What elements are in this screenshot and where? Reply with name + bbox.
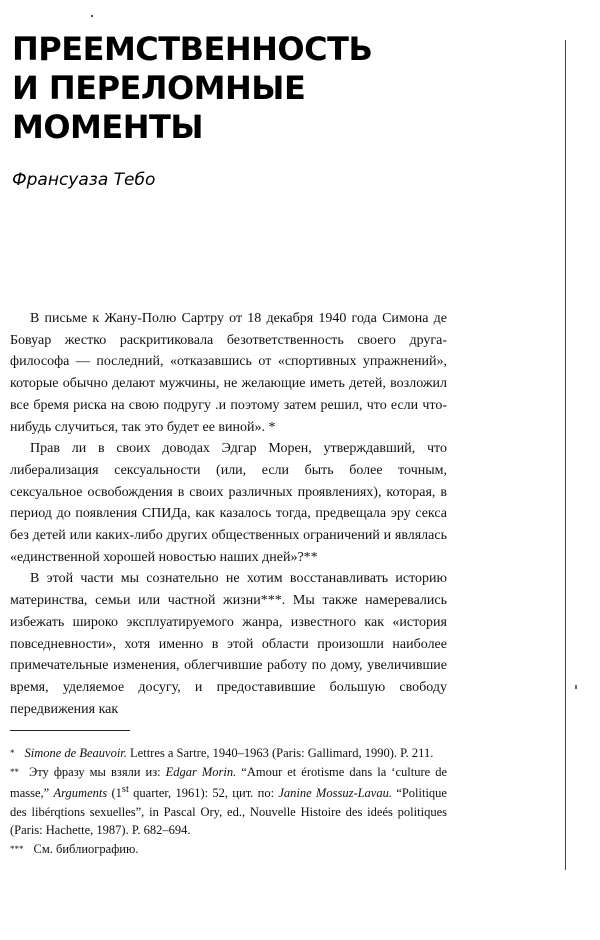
margin-tick xyxy=(575,685,577,689)
footnote-1 xyxy=(10,744,447,763)
footnote-2 xyxy=(10,763,447,840)
title-line: ПРЕЕМСТВЕННОСТЬ xyxy=(12,30,373,68)
footnotes xyxy=(10,744,447,858)
footnote-mark: * xyxy=(10,748,15,758)
footnote-text: quarter, 1961): 52, цит. по: xyxy=(128,786,279,801)
footnote-text: Lettres a Sartre, 1940–1963 (Paris: Gallimard, 1990). P. 211. xyxy=(126,746,434,760)
footnote-superscript: st xyxy=(121,784,129,795)
footnote-author: Janine Mossuz-Lavau. xyxy=(278,786,392,801)
paragraph: В письме к Жану-Полю Сартру от 18 декабря 1940 года Симона де Бовуар жестко раскритиковала безответственность своего друга-философа — последний, «отказавшись от «спортивных упражнений», которые обычно делают мужчины, не желающие иметь детей, возложил все бремя риска на свою подругу .и поэтому затем решил, что если что-нибудь случиться, так это будет ее виной». * xyxy=(10,311,447,435)
title-line: МОМЕНТЫ xyxy=(12,108,204,146)
speck-mark xyxy=(91,15,93,17)
footnote-text: См. библиографию. xyxy=(33,841,139,856)
footnote-3 xyxy=(10,840,447,859)
paragraph: Прав ли в своих доводах Эдгар Морен, утверждавший, что либерализация сексуальности (или, если быть более точным, сексуальное освобождения в своих различных проявлениях), которая, в период до появления СПИДа, как казалось тогда, предвещала эру секса без детей или каких-либо других общественных ограничений и являлась «единственной хорошей новостью наших дней»?** xyxy=(10,441,447,565)
footnote-text: Эту фразу мы взяли из: xyxy=(29,764,166,779)
footnote-mark: *** xyxy=(10,843,24,854)
footnote-author: Simone de Beauvoir. xyxy=(24,746,127,760)
footnote-journal: Arguments xyxy=(53,786,108,801)
footnote-mark: ** xyxy=(10,766,19,777)
footnote-author: Edgar Morin. xyxy=(165,764,237,779)
footnote-text: “Politique des libérqtions sexuelles”, in Pascal Ory, ed., Nouvelle Histoire des ideés politiques (Paris: Hachette, 1987). P. 682–694. xyxy=(10,786,447,838)
margin-rule xyxy=(565,40,566,870)
title-line: И ПЕРЕЛОМНЫЕ xyxy=(12,69,306,107)
paragraph: В этой части мы сознательно не хотим восстанавливать историю материнства, семьи или частной жизни***. Мы также намеревались избежать широко эксплуатируемого жанра, известного как «история повседневности», хотя именно в этой области произошли наиболее примечательные изменения, облегчившие работу по дому, увеличившие время, уделяемое досугу, и предоставившие большую свободу передвижения как xyxy=(10,571,447,717)
article-author: Франсуаза Тебо xyxy=(12,170,156,190)
footnote-text: “Amour et érotisme dans la ‘culture de masse,” xyxy=(10,764,447,801)
footnote-text: (1 xyxy=(107,786,122,801)
article-title xyxy=(12,30,472,147)
body-text xyxy=(10,308,447,720)
footnote-divider xyxy=(10,730,130,731)
